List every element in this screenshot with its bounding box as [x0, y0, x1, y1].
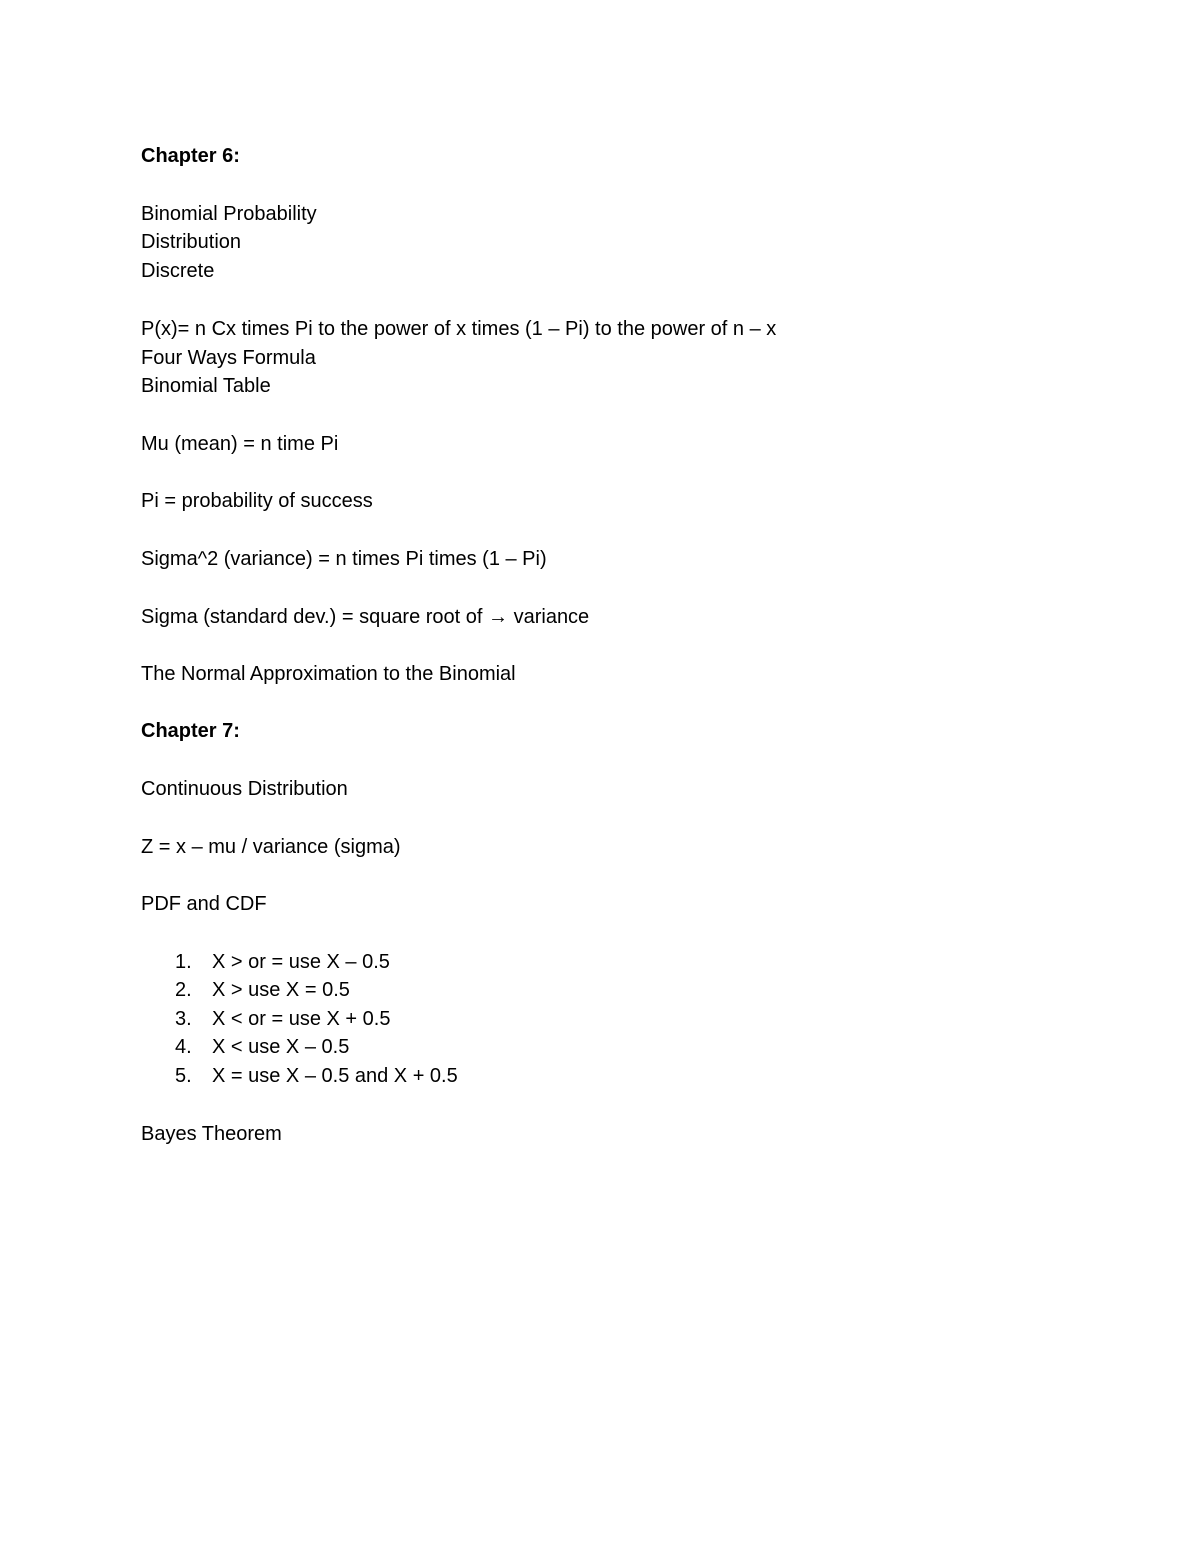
list-item-number: 5. [175, 1065, 192, 1087]
mean-formula: Mu (mean) = n time Pi [141, 433, 339, 455]
list-item: X = use X – 0.5 and X + 0.5 [212, 1065, 458, 1087]
topic-line: Distribution [141, 231, 242, 253]
topic-line: Discrete [141, 260, 215, 282]
list-item-number: 3. [175, 1008, 192, 1030]
list-item-number: 4. [175, 1036, 192, 1058]
list-item-number: 1. [175, 951, 192, 973]
list-item: X < use X – 0.5 [212, 1036, 350, 1058]
bayes-theorem: Bayes Theorem [141, 1123, 282, 1145]
variance-formula: Sigma^2 (variance) = n times Pi times (1 – Pi) [141, 548, 547, 570]
list-item: X < or = use X + 0.5 [212, 1008, 391, 1030]
pdf-cdf: PDF and CDF [141, 893, 267, 915]
formula-line: Four Ways Formula [141, 347, 316, 369]
list-item-number: 2. [175, 979, 192, 1001]
binomial-formula: P(x)= n Cx times Pi to the power of x times (1 – Pi) to the power of n – x [141, 318, 777, 340]
list-item: X > use X = 0.5 [212, 979, 350, 1001]
formula-line: Binomial Table [141, 375, 271, 397]
list-item: X > or = use X – 0.5 [212, 951, 390, 973]
chapter7-heading: Chapter 7: [141, 720, 240, 742]
z-formula: Z = x – mu / variance (sigma) [141, 836, 401, 858]
continuous-distribution: Continuous Distribution [141, 778, 348, 800]
chapter6-heading: Chapter 6: [141, 145, 240, 167]
pi-definition: Pi = probability of success [141, 490, 373, 512]
topic-line: Binomial Probability [141, 203, 317, 225]
std-dev-formula: Sigma (standard dev.) = square root of → variance [141, 606, 590, 628]
normal-approximation: The Normal Approximation to the Binomial [141, 663, 516, 685]
